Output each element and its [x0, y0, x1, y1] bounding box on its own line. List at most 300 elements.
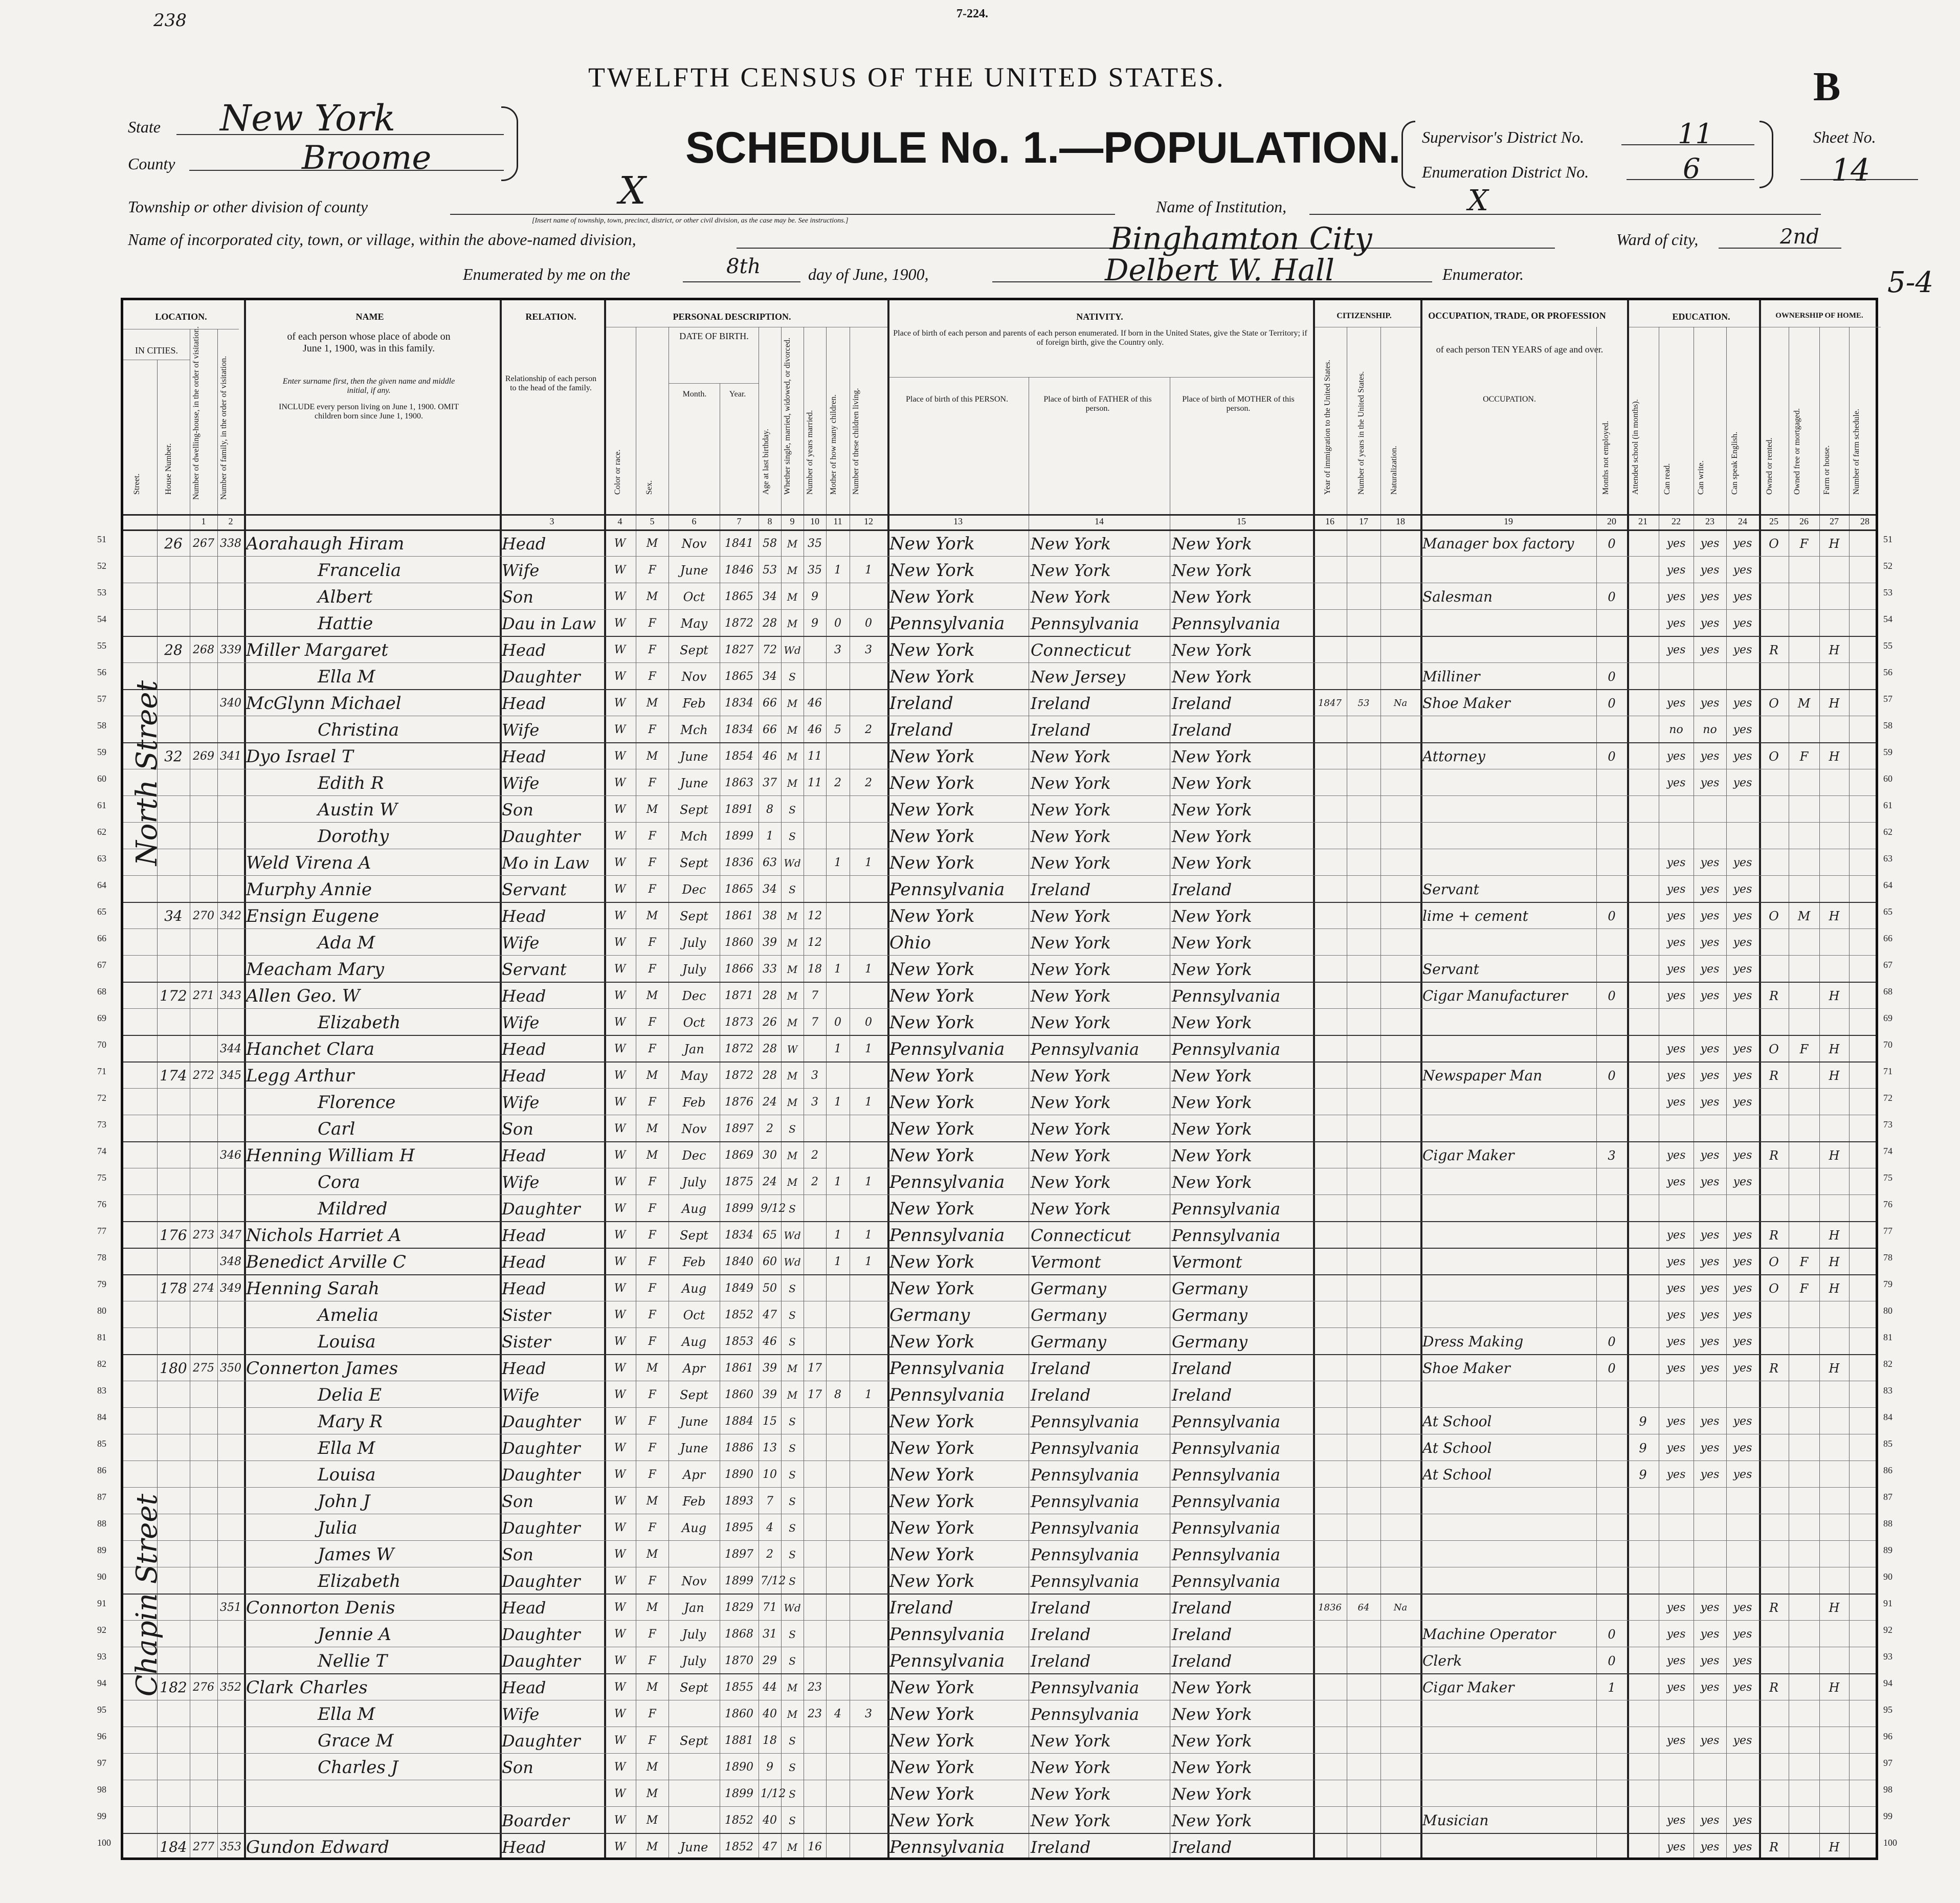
row-number: 72	[1883, 1093, 1892, 1103]
sex-cell: M	[646, 590, 658, 603]
children-born-cell: 0	[834, 1016, 841, 1029]
age-cell: 66	[763, 697, 777, 710]
attended-school-cell: 9	[1639, 1441, 1647, 1455]
can-speak-cell: yes	[1733, 963, 1752, 976]
enumeration-value: 6	[1683, 152, 1701, 185]
row-number: 73	[1883, 1119, 1892, 1130]
marital-cell: M	[787, 1149, 798, 1162]
sex-cell: F	[648, 1176, 656, 1188]
color-cell: W	[614, 723, 626, 736]
hdr-color: Color or race.	[613, 449, 622, 495]
sex-cell: F	[648, 1734, 656, 1747]
relation-cell: Wife	[502, 1013, 540, 1032]
father-birthplace-cell: Connecticut	[1031, 640, 1131, 660]
children-living-cell: 0	[865, 617, 872, 630]
marital-cell: S	[789, 804, 796, 816]
row-number: 82	[1883, 1359, 1892, 1369]
color-cell: W	[614, 1734, 626, 1747]
row-number: 87	[1883, 1492, 1892, 1502]
name-cell: McGlynn Michael	[246, 693, 402, 714]
father-birthplace-cell: Pennsylvania	[1031, 1039, 1140, 1059]
mother-birthplace-cell: Pennsylvania	[1172, 614, 1281, 633]
birth-month-cell: Mch	[680, 723, 708, 737]
row-number: 96	[97, 1731, 106, 1741]
row-number: 88	[97, 1518, 106, 1529]
father-birthplace-cell: Ireland	[1031, 1625, 1091, 1644]
family-number-cell: 339	[220, 644, 241, 656]
father-birthplace-cell: Pennsylvania	[1031, 1572, 1140, 1591]
farm-house-cell: H	[1829, 1281, 1840, 1296]
column-number: 22	[1672, 516, 1681, 526]
name-cell: Florence	[318, 1092, 396, 1113]
can-speak-cell: yes	[1733, 936, 1752, 949]
row-number: 58	[1883, 720, 1892, 731]
column-number: 24	[1738, 516, 1747, 526]
color-cell: W	[614, 1176, 626, 1188]
family-number-cell: 340	[220, 697, 241, 710]
hdr-living: Number of these children living.	[852, 388, 860, 495]
row-number: 79	[1883, 1279, 1892, 1289]
birth-year-cell: 1860	[725, 1388, 753, 1401]
father-birthplace-cell: New York	[1031, 1013, 1111, 1032]
months-not-employed-cell: 3	[1608, 1148, 1616, 1163]
birth-month-cell: Feb	[682, 696, 706, 711]
birth-month-cell: May	[680, 1069, 708, 1083]
can-write-cell: yes	[1700, 564, 1720, 577]
color-cell: W	[614, 1388, 626, 1401]
marital-cell: S	[789, 1203, 796, 1215]
children-born-cell: 5	[834, 723, 841, 736]
row-number: 65	[97, 906, 106, 917]
family-number-cell: 343	[220, 989, 241, 1002]
marital-cell: S	[789, 1788, 796, 1800]
can-write-cell: yes	[1700, 1043, 1720, 1055]
father-birthplace-cell: Germany	[1031, 1305, 1106, 1325]
birth-month-cell: Oct	[683, 1015, 705, 1030]
relation-cell: Wife	[502, 1705, 540, 1724]
free-mortgaged-cell: F	[1799, 1281, 1809, 1296]
children-living-cell: 3	[865, 1708, 872, 1720]
can-write-cell: yes	[1700, 1069, 1720, 1082]
birth-month-cell: Aug	[681, 1202, 707, 1216]
birthplace-cell: New York	[889, 1731, 975, 1751]
color-cell: W	[614, 1548, 626, 1561]
can-write-cell: yes	[1700, 1282, 1720, 1295]
row-number: 67	[97, 960, 106, 970]
hdr-age: Age at last birthday.	[762, 429, 770, 495]
birthplace-cell: New York	[889, 800, 975, 820]
state-label: State	[128, 118, 161, 136]
birth-month-cell: Sept	[680, 1388, 708, 1402]
age-cell: 47	[763, 1309, 777, 1321]
occupation-cell: Dress Making	[1422, 1333, 1524, 1350]
birthplace-cell: New York	[889, 1677, 975, 1698]
sex-cell: F	[648, 936, 656, 949]
color-cell: W	[614, 803, 626, 816]
column-number: 7	[737, 516, 742, 526]
birthplace-cell: New York	[889, 1145, 975, 1166]
family-number-cell: 352	[220, 1681, 241, 1694]
row-number: 72	[97, 1093, 106, 1103]
name-cell: Amelia	[318, 1305, 378, 1325]
age-cell: 40	[763, 1814, 777, 1827]
mother-birthplace-cell: New York	[1172, 800, 1252, 820]
age-cell: 9	[766, 1761, 773, 1774]
family-number-cell: 353	[220, 1841, 241, 1853]
relation-cell: Head	[502, 640, 546, 660]
can-speak-cell: yes	[1733, 1601, 1752, 1614]
house-number-cell: 34	[164, 908, 183, 924]
can-speak-cell: yes	[1733, 1149, 1752, 1162]
farm-house-cell: H	[1829, 1069, 1840, 1083]
mother-birthplace-cell: New York	[1172, 1758, 1252, 1777]
can-write-cell: yes	[1700, 910, 1720, 922]
can-write-cell: yes	[1700, 856, 1720, 869]
relation-cell: Daughter	[502, 1572, 581, 1591]
father-birthplace-cell: Connecticut	[1031, 1226, 1131, 1245]
name-cell: Benedict Arville C	[246, 1252, 406, 1272]
name-cell: Cora	[318, 1172, 361, 1192]
can-read-cell: yes	[1666, 883, 1686, 896]
hdr-can-read: Can read.	[1663, 463, 1672, 495]
column-number: 12	[864, 516, 873, 526]
margin-note: 5-4	[1887, 266, 1934, 299]
row-number: 78	[1883, 1252, 1892, 1263]
free-mortgaged-cell: F	[1799, 537, 1809, 551]
years-married-cell: 18	[808, 963, 822, 976]
column-number: 10	[810, 516, 819, 526]
city-label: Name of incorporated city, town, or village, within the above-named division,	[128, 230, 636, 249]
can-read-cell: yes	[1666, 1229, 1686, 1242]
color-cell: W	[614, 936, 626, 949]
family-number-cell: 338	[220, 537, 241, 550]
sex-cell: F	[648, 963, 656, 976]
birth-year-cell: 1853	[725, 1335, 753, 1348]
immigration-year-cell: 1847	[1318, 698, 1342, 709]
birth-month-cell: Feb	[682, 1095, 706, 1110]
house-number-cell: 174	[160, 1067, 187, 1084]
color-cell: W	[614, 1841, 626, 1853]
census-title: TWELFTH CENSUS OF THE UNITED STATES.	[588, 62, 1226, 93]
name-cell: Allen Geo. W	[246, 986, 360, 1006]
months-not-employed-cell: 0	[1608, 1361, 1616, 1376]
father-birthplace-cell: Pennsylvania	[1031, 1545, 1140, 1564]
can-speak-cell: yes	[1733, 1734, 1752, 1747]
ward-value: 2nd	[1780, 225, 1819, 249]
enumeration-label: Enumeration District No.	[1422, 163, 1589, 181]
years-married-cell: 17	[808, 1362, 822, 1375]
marital-cell: Wd	[784, 644, 801, 656]
color-cell: W	[614, 750, 626, 763]
row-number: 52	[97, 561, 106, 571]
can-speak-cell: yes	[1733, 1335, 1752, 1348]
mother-birthplace-cell: New York	[1172, 1705, 1252, 1724]
ward-label: Ward of city,	[1616, 230, 1699, 249]
mother-birthplace-cell: Pennsylvania	[1172, 1465, 1281, 1485]
owned-rented-cell: R	[1769, 1361, 1779, 1376]
relation-cell: Wife	[502, 1172, 540, 1192]
father-birthplace-cell: Germany	[1031, 1332, 1106, 1352]
age-cell: 46	[763, 750, 777, 763]
owned-rented-cell: R	[1769, 1148, 1779, 1163]
row-number: 81	[1883, 1332, 1892, 1342]
owned-rented-cell: O	[1769, 696, 1779, 711]
color-cell: W	[614, 670, 626, 683]
hdr-nativity: NATIVITY.	[1076, 312, 1123, 322]
can-speak-cell: yes	[1733, 1043, 1752, 1055]
color-cell: W	[614, 1495, 626, 1508]
color-cell: W	[614, 1149, 626, 1162]
can-read-cell: yes	[1666, 537, 1686, 550]
hdr-name-instr2: INCLUDE every person living on June 1, 1900. OMIT children born since June 1, 1900.	[279, 403, 459, 421]
name-cell: James W	[318, 1544, 394, 1565]
name-cell: Mildred	[318, 1199, 388, 1219]
relation-cell: Head	[502, 534, 546, 554]
birth-year-cell: 1836	[725, 856, 753, 869]
marital-cell: S	[789, 1575, 796, 1587]
mother-birthplace-cell: New York	[1172, 1172, 1252, 1192]
row-number: 54	[1883, 614, 1892, 624]
column-number: 2	[228, 516, 233, 526]
birth-year-cell: 1890	[725, 1468, 753, 1481]
relation-cell: Sister	[502, 1305, 551, 1325]
father-birthplace-cell: New York	[1031, 827, 1111, 846]
can-read-cell: yes	[1666, 963, 1686, 976]
row-number: 71	[1883, 1066, 1892, 1076]
row-number: 81	[97, 1332, 106, 1342]
birth-year-cell: 1846	[725, 564, 753, 577]
children-born-cell: 1	[834, 564, 841, 577]
age-cell: 2	[766, 1548, 773, 1561]
hdr-relation: RELATION.	[525, 312, 576, 322]
row-number: 97	[97, 1758, 106, 1768]
can-speak-cell: yes	[1733, 1814, 1752, 1827]
attended-school-cell: 9	[1639, 1468, 1647, 1482]
relation-cell: Sister	[502, 1332, 551, 1352]
name-cell: Elizabeth	[318, 1571, 401, 1591]
occupation-cell: At School	[1422, 1440, 1492, 1456]
sex-cell: M	[646, 1601, 658, 1614]
age-cell: 40	[763, 1708, 777, 1720]
sex-cell: F	[648, 1202, 656, 1215]
can-write-cell: yes	[1700, 1601, 1720, 1614]
row-number: 69	[1883, 1013, 1892, 1023]
children-living-cell: 1	[865, 1176, 872, 1188]
mother-birthplace-cell: Pennsylvania	[1172, 1572, 1281, 1591]
birth-year-cell: 1834	[725, 723, 753, 736]
can-read-cell: yes	[1666, 1255, 1686, 1268]
mother-birthplace-cell: Pennsylvania	[1172, 1412, 1281, 1431]
occupation-cell: Milliner	[1422, 668, 1480, 685]
column-number: 17	[1359, 516, 1368, 526]
hdr-attended: Attended school (in months).	[1631, 399, 1640, 495]
birth-month-cell: July	[682, 936, 706, 950]
row-number: 63	[97, 853, 106, 864]
owned-rented-cell: R	[1769, 1601, 1779, 1615]
marital-cell: M	[787, 697, 798, 710]
years-married-cell: 12	[808, 910, 822, 922]
can-write-cell: yes	[1700, 1096, 1720, 1109]
birth-month-cell: Sept	[680, 1228, 708, 1243]
sex-cell: M	[646, 1122, 658, 1135]
name-cell: Julia	[318, 1518, 358, 1538]
color-cell: W	[614, 1761, 626, 1774]
row-number: 67	[1883, 960, 1892, 970]
sex-cell: M	[646, 1362, 658, 1375]
sheet-letter: B	[1813, 64, 1841, 109]
name-cell: Connorton Denis	[246, 1598, 395, 1618]
children-born-cell: 1	[834, 856, 841, 869]
hdr-nativity-desc: Place of birth of each person and parents of each person enumerated. If born in the United States, give the State or Territory; if of foreign birth, give the Country only.	[893, 329, 1307, 347]
can-speak-cell: yes	[1733, 1415, 1752, 1428]
row-number: 59	[97, 747, 106, 757]
supervisor-label: Supervisor's District No.	[1422, 128, 1585, 146]
relation-cell: Daughter	[502, 1439, 581, 1458]
row-number: 83	[1883, 1385, 1892, 1396]
father-birthplace-cell: Pennsylvania	[1031, 1439, 1140, 1458]
father-birthplace-cell: New York	[1031, 960, 1111, 979]
family-number-cell: 348	[220, 1255, 241, 1268]
relation-cell: Head	[502, 747, 546, 766]
farm-house-cell: H	[1829, 909, 1840, 923]
row-number: 61	[1883, 800, 1892, 810]
mother-birthplace-cell: Pennsylvania	[1172, 1545, 1281, 1564]
birth-month-cell: Sept	[680, 856, 708, 870]
row-number: 82	[97, 1359, 106, 1369]
sex-cell: F	[648, 1043, 656, 1055]
color-cell: W	[614, 989, 626, 1002]
sex-cell: M	[646, 537, 658, 550]
age-cell: 8	[766, 803, 773, 816]
birth-year-cell: 1895	[725, 1521, 753, 1534]
relation-cell: Mo in Law	[502, 853, 589, 873]
hdr-months-not-employed: Months not employed.	[1601, 421, 1610, 495]
birthplace-cell: New York	[889, 1411, 975, 1432]
row-number: 80	[1883, 1305, 1892, 1316]
occupation-cell: Manager box factory	[1422, 535, 1574, 552]
birthplace-cell: New York	[889, 853, 975, 873]
sex-cell: F	[648, 1016, 656, 1029]
column-number: 19	[1504, 516, 1513, 526]
can-write-cell: yes	[1700, 1654, 1720, 1667]
farm-house-cell: H	[1829, 1255, 1840, 1269]
column-number: 6	[692, 516, 697, 526]
marital-cell: M	[787, 963, 798, 976]
can-write-cell: yes	[1700, 1255, 1720, 1268]
row-number: 76	[97, 1199, 106, 1209]
owned-rented-cell: O	[1769, 537, 1779, 551]
family-number-cell: 344	[220, 1043, 241, 1055]
can-read-cell: yes	[1666, 1309, 1686, 1321]
father-birthplace-cell: New York	[1031, 587, 1111, 607]
dwelling-number-cell: 277	[193, 1841, 214, 1853]
hdr-in-cities: IN CITIES.	[135, 345, 178, 356]
father-birthplace-cell: New Jersey	[1031, 667, 1125, 687]
row-number: 76	[1883, 1199, 1892, 1209]
birthplace-cell: Ireland	[889, 693, 953, 714]
can-read-cell: yes	[1666, 1814, 1686, 1827]
birth-year-cell: 1827	[725, 644, 753, 656]
row-number: 64	[1883, 880, 1892, 890]
can-read-cell: yes	[1666, 1282, 1686, 1295]
relation-cell: Son	[502, 1119, 533, 1139]
color-cell: W	[614, 1415, 626, 1428]
can-read-cell: yes	[1666, 590, 1686, 603]
row-number: 61	[97, 800, 106, 810]
row-number: 100	[97, 1838, 111, 1848]
family-number-cell: 350	[220, 1362, 241, 1375]
can-write-cell: yes	[1700, 936, 1720, 949]
name-cell: Legg Arthur	[246, 1066, 354, 1086]
dwelling-number-cell: 275	[193, 1362, 214, 1375]
birth-month-cell: Jan	[684, 1601, 704, 1615]
marital-cell: S	[789, 671, 796, 683]
hdr-immigration: Year of immigration to the United States.	[1323, 360, 1332, 495]
color-cell: W	[614, 1122, 626, 1135]
row-number: 68	[1883, 986, 1892, 997]
color-cell: W	[614, 1708, 626, 1720]
birthplace-cell: New York	[889, 1332, 975, 1352]
age-cell: 53	[763, 564, 777, 577]
sex-cell: M	[646, 1841, 658, 1853]
farm-house-cell: H	[1829, 1840, 1840, 1854]
marital-cell: M	[787, 910, 798, 922]
relation-cell: Daughter	[502, 1625, 581, 1644]
hdr-month: Month.	[682, 390, 707, 399]
birth-year-cell: 1899	[725, 1575, 753, 1587]
farm-house-cell: H	[1829, 1680, 1840, 1695]
children-born-cell: 1	[834, 1255, 841, 1268]
father-birthplace-cell: New York	[1031, 561, 1111, 580]
owned-rented-cell: O	[1769, 909, 1779, 923]
name-cell: Jennie A	[318, 1624, 391, 1645]
age-cell: 66	[763, 723, 777, 736]
father-birthplace-cell: New York	[1031, 773, 1111, 793]
mother-birthplace-cell: New York	[1172, 640, 1252, 660]
birth-year-cell: 1841	[725, 537, 753, 550]
farm-house-cell: H	[1829, 1601, 1840, 1615]
occupation-cell: Servant	[1422, 881, 1479, 898]
father-birthplace-cell: Ireland	[1031, 720, 1091, 740]
months-not-employed-cell: 0	[1608, 590, 1616, 604]
row-number: 52	[1883, 561, 1892, 571]
birth-month-cell: Sept	[680, 1734, 708, 1748]
father-birthplace-cell: New York	[1031, 853, 1111, 873]
occupation-cell: Cigar Manufacturer	[1422, 987, 1568, 1004]
mother-birthplace-cell: New York	[1172, 1811, 1252, 1830]
marital-cell: M	[787, 538, 798, 550]
father-birthplace-cell: Ireland	[1031, 1838, 1091, 1857]
marital-cell: S	[789, 1495, 796, 1508]
months-not-employed-cell: 1	[1608, 1680, 1616, 1695]
occupation-cell: Shoe Maker	[1422, 695, 1510, 712]
father-birthplace-cell: New York	[1031, 800, 1111, 820]
birth-year-cell: 1849	[725, 1282, 753, 1295]
dwelling-number-cell: 271	[193, 989, 214, 1002]
months-not-employed-cell: 0	[1608, 909, 1616, 923]
relation-cell: Head	[502, 1226, 546, 1245]
row-number: 69	[97, 1013, 106, 1023]
name-cell: Ella M	[318, 1704, 375, 1724]
birthplace-cell: New York	[889, 1119, 975, 1139]
column-number: 26	[1799, 516, 1809, 526]
mother-birthplace-cell: Ireland	[1172, 1598, 1232, 1618]
relation-cell: Head	[502, 1678, 546, 1697]
birthplace-cell: New York	[889, 1092, 975, 1113]
owned-rented-cell: R	[1769, 1680, 1779, 1695]
occupation-cell: Cigar Maker	[1422, 1679, 1514, 1696]
house-number-cell: 184	[160, 1839, 187, 1855]
